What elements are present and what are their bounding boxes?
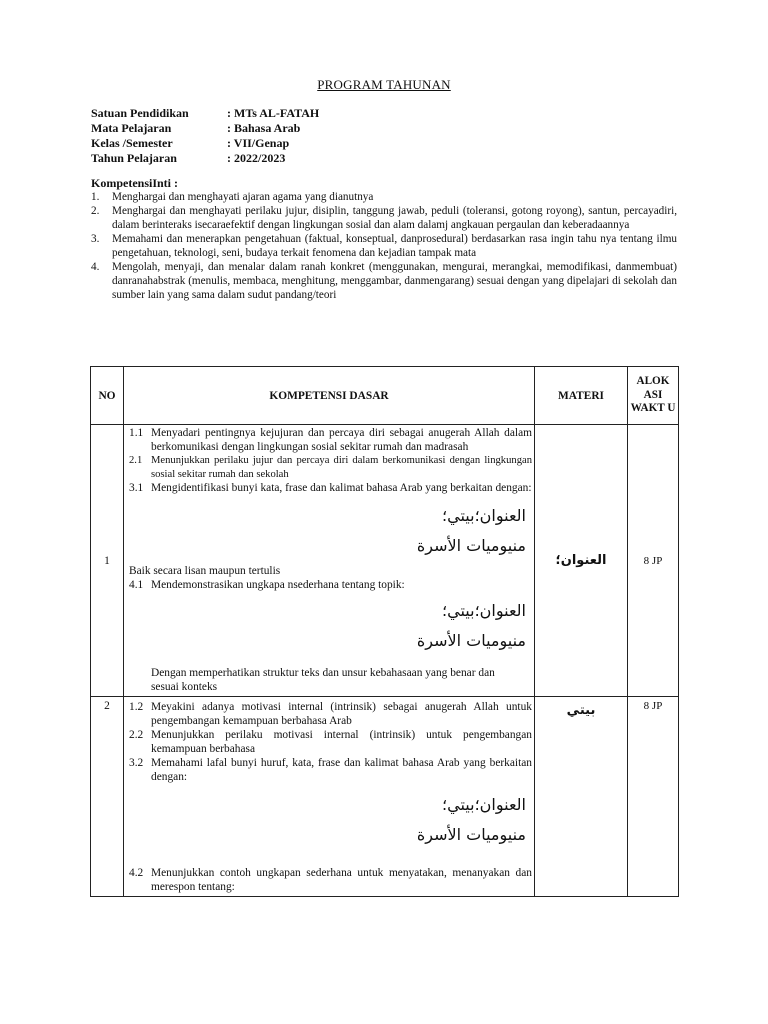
allocation-cell: 8 JP — [628, 697, 679, 897]
row-number: 1 — [91, 425, 124, 697]
column-header-material: MATERI — [535, 367, 628, 425]
list-item — [91, 232, 677, 260]
competence-cell — [124, 697, 535, 897]
competence-item — [129, 426, 532, 454]
material-text: بيتي — [566, 703, 596, 718]
arabic-topic-line: منيوميات الأسرة — [416, 825, 526, 844]
list-number: 3. — [91, 233, 100, 245]
competence-text: Menyadari pentingnya kejujuran dan percaya diri sebagai anugerah Allah dalam berkomunikasi dengan lingkungan sosial sekitar rumah dan madrasah — [151, 427, 532, 453]
row-number: 2 — [91, 697, 124, 897]
competence-item — [129, 700, 532, 728]
competence-text: Mengidentifikasi bunyi kata, frase dan kalimat bahasa Arab yang berkaitan dengan: — [151, 482, 532, 494]
core-competence-list — [91, 190, 677, 302]
meta-key: Tahun Pelajaran — [91, 151, 177, 165]
competence-item — [129, 481, 532, 495]
arabic-topic-line: العنوان؛بيتي؛ — [442, 601, 526, 620]
competence-number: 4.2 — [129, 867, 144, 879]
list-text: Memahami dan menerapkan pengetahuan (faktual, konseptual, danprosedural) berdasarkan rasa ingin tahu nya tentang ilmu pengetahuan, teknologi, seni, budaya terkait fenomena dan kejadian tampak mata — [112, 233, 677, 259]
competence-item — [129, 578, 532, 592]
list-item — [91, 260, 677, 302]
column-header-competence: KOMPETENSI DASAR — [124, 367, 535, 425]
allocation-cell: 8 JP — [628, 425, 679, 697]
competence-number: 4.1 — [129, 579, 144, 591]
competence-number: 1.2 — [129, 701, 144, 713]
list-item — [91, 204, 677, 232]
arabic-topic-line: العنوان؛بيتي؛ — [442, 506, 526, 525]
list-text: Menghargai dan menghayati perilaku jujur, disiplin, tanggung jawab, peduli (toleransi, gotong royong), santun, percayadiri, dalam berinteraks isecaraefektif dengan lingkungan sosial dan alam dalamj angkauan pergaulan dan keberadaannya — [112, 205, 677, 231]
meta-key: Satuan Pendidikan — [91, 106, 189, 120]
competence-cell — [124, 425, 535, 697]
competence-text: Menunjukkan perilaku motivasi internal (intrinsik) untuk pengembangan kemampuan berbahasa — [151, 729, 532, 755]
list-text: Menghargai dan menghayati ajaran agama yang dianutnya — [112, 191, 374, 203]
column-header-allocation: ALOK ASI WAKT U — [628, 367, 679, 425]
list-number: 4. — [91, 261, 100, 273]
competence-number: 2.2 — [129, 729, 144, 741]
meta-key: Kelas /Semester — [91, 136, 173, 150]
meta-value: : Bahasa Arab — [227, 121, 301, 135]
document-title: PROGRAM TAHUNAN — [317, 77, 451, 92]
competence-text: Meyakini adanya motivasi internal (intrinsik) sebagai anugerah Allah untuk pengembangan kemampuan berbahasa Arab — [151, 701, 532, 727]
competence-item — [129, 728, 532, 756]
arabic-topic-line: العنوان؛بيتي؛ — [442, 795, 526, 814]
arabic-topic-line: منيوميات الأسرة — [416, 536, 526, 555]
meta-value: : VII/Genap — [227, 136, 290, 150]
competence-item — [129, 454, 532, 481]
competence-number: 3.2 — [129, 757, 144, 769]
competence-number: 2.1 — [129, 455, 143, 466]
arabic-topic-line: منيوميات الأسرة — [416, 631, 526, 650]
list-number: 1. — [91, 191, 100, 203]
material-text: العنوان؛ — [555, 553, 607, 568]
table-row — [91, 697, 679, 897]
competence-number: 1.1 — [129, 427, 144, 439]
competence-text: Menunjukkan contoh ungkapan sederhana untuk menyatakan, menanyakan dan merespon tentang: — [151, 867, 532, 893]
competence-item — [129, 756, 532, 784]
annual-program-table — [90, 366, 679, 897]
meta-value: : MTs AL-FATAH — [227, 106, 320, 120]
competence-text: Menunjukkan perilaku jujur dan percaya diri dalam berkomunikasi dengan lingkungan sosial sekitar rumah dan sekolah — [151, 455, 532, 480]
column-header-no: NO — [91, 367, 124, 425]
competence-number: 3.1 — [129, 482, 144, 494]
table-header-row — [91, 367, 679, 425]
competence-note: Dengan memperhatikan struktur teks dan unsur kebahasaan yang benar dan sesuai konteks — [151, 667, 495, 693]
competence-text: Memahami lafal bunyi huruf, kata, frase dan kalimat bahasa Arab yang berkaitan dengan: — [151, 757, 532, 783]
list-number: 2. — [91, 205, 100, 217]
competence-item — [129, 866, 532, 894]
list-text: Mengolah, menyaji, dan menalar dalam ranah konkret (menggunakan, mengurai, merangkai, memodifikasi, danmembuat) danranahabstrak (menulis, membaca, menghitung, menggambar, danmengarang) sesuai dengan yang dipelajari di sekolah dan sumber lain yang sama dalam sudut pandang/teori — [112, 261, 677, 301]
material-cell — [535, 425, 628, 697]
material-cell — [535, 697, 628, 897]
table-row — [91, 425, 679, 697]
meta-key: Mata Pelajaran — [91, 121, 172, 135]
competence-note: Baik secara lisan maupun tertulis — [129, 565, 281, 577]
meta-value: : 2022/2023 — [227, 151, 286, 165]
competence-text: Mendemonstrasikan ungkapa nsederhana tentang topik: — [151, 579, 405, 591]
list-item — [91, 190, 677, 204]
core-competence-heading: KompetensiInti : — [91, 176, 178, 190]
